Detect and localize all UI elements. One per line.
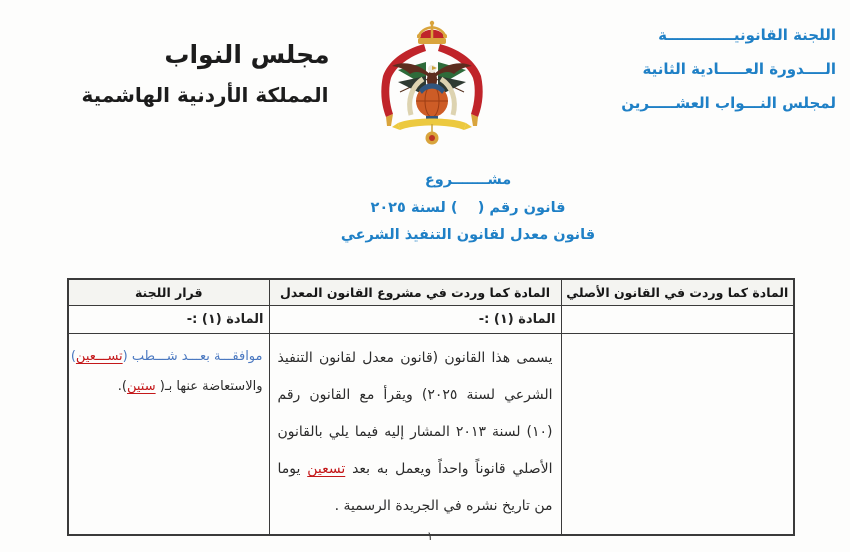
page-number: ١ [426,529,434,543]
committee-name: اللجنة القانونيـــــــــــــة [658,26,836,44]
draft-label: مشـــــــروع [424,172,512,188]
jordan-coat-of-arms-icon [362,20,502,148]
original-law-cell [561,334,794,536]
article-label-row [68,306,794,334]
law-name-line: قانون معدل لقانون التنفيذ الشرعي [340,227,596,243]
column-header-committee-decision: قرار اللجنة [68,279,269,306]
committee-decision-cell [68,334,269,536]
committee-decision-text [70,335,268,402]
committee-session-block [621,18,836,120]
law-title-block [90,167,846,250]
parliament-term: لمجلس النـــواب العشـــــرين [621,94,836,112]
decision-line-1: موافقـــة بعـــد شـــطب (تســـعين) [70,349,263,364]
session-name: الــــدورة العـــــادية الثانية [642,60,836,78]
article-label-draft: المادة (١) :- [269,306,561,334]
column-header-original-law: المادة كما وردت في القانون الأصلي [561,279,794,306]
decision-line-2: والاستعاضة عنها بـ( ستين). [117,379,263,394]
law-number-line: قانون رقم ( ) لسنة ٢٠٢٥ [370,199,566,216]
kingdom-name-calligraphy: المملكة الأردنية الهاشمية [81,83,329,107]
column-header-draft-law: المادة كما وردت في مشروع القانون المعدل [269,279,561,306]
parliament-name-calligraphy: مجلس النواب [164,40,330,69]
parliament-calligraphy [52,40,358,107]
draft-law-cell [269,334,561,536]
article-label-decision: المادة (١) :- [68,306,269,334]
draft-law-text: يسمى هذا القانون (قانون معدل لقانون التنفيذ الشرعي لسنة ٢٠٢٥) ويقرأ مع القانون رقم (١٠) لسنة ٢٠١٣ المشار إليه فيما يلي بالقانون الأصلي قانوناً واحداً ويعمل به بعد تسعين يوما من تاريخ نشره في الجريدة الرسمية . [277,350,553,514]
law-comparison-table [67,278,795,536]
article-label-original [561,306,794,334]
table-header-row [68,279,794,306]
article-body-row [68,334,794,536]
